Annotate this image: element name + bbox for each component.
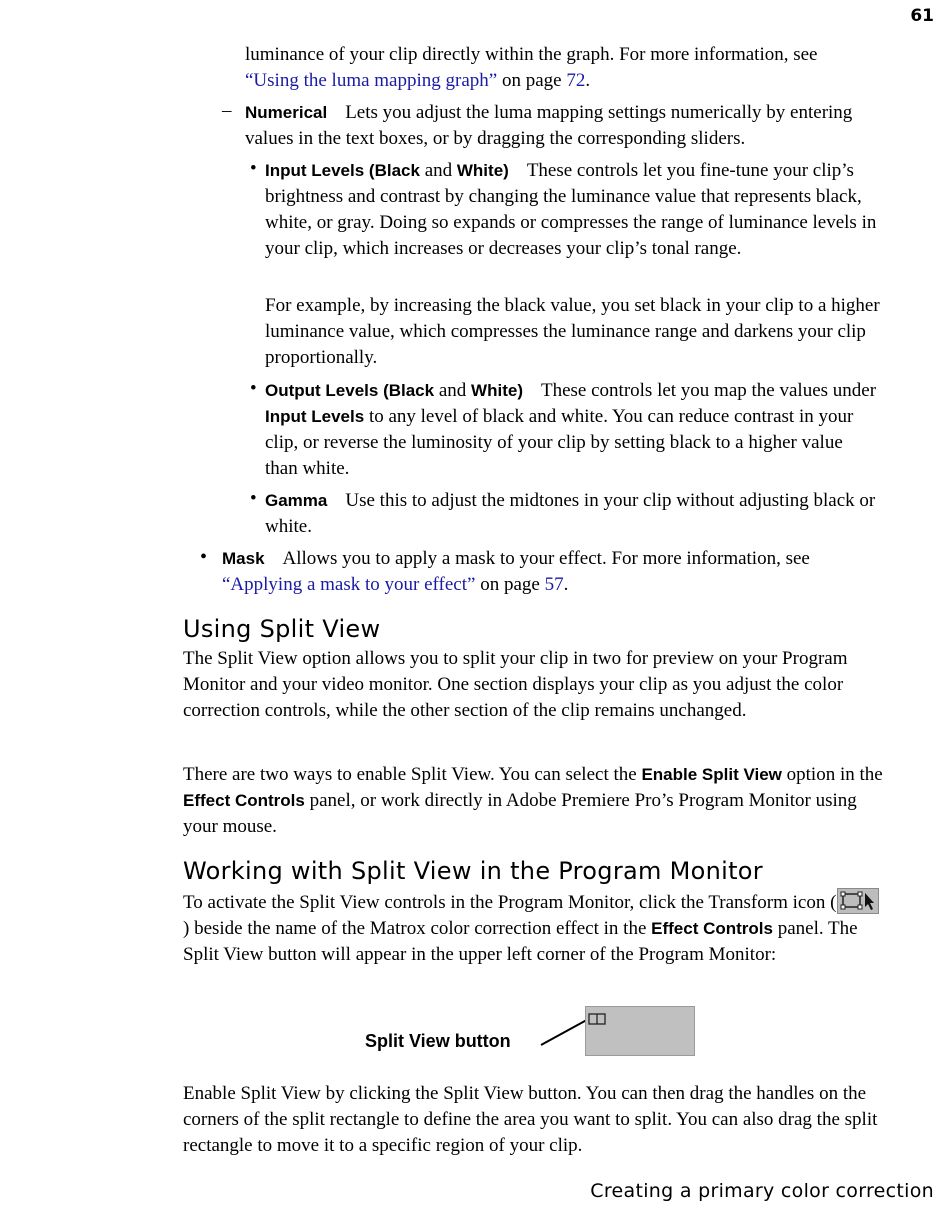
heading-using-split-view: Using Split View [183, 615, 381, 643]
split-view-intro: The Split View option allows you to split your clip in two for preview on your Program Monitor and your video monitor. One section displays your clip as you adjust the color correction controls, while the other section of the clip remains unchanged. [183, 648, 848, 721]
output-levels-item [265, 378, 880, 482]
mask-bullet: • [200, 546, 208, 568]
ways-text-a: There are two ways to enable Split View. You can select the [183, 764, 642, 785]
page-72-link[interactable]: 72 [566, 70, 586, 91]
mask-text: Allows you to apply a mask to your effect. For more information, see [282, 548, 810, 569]
input-levels-example: For example, by increasing the black value, you set black in your clip to a higher luminance value, which compresses the luminance range and darkens your clip proportionally. [265, 295, 880, 368]
mask-mid: on page [475, 574, 545, 595]
output-levels-bullet: • [250, 378, 257, 399]
input-levels-ref: Input Levels [265, 407, 365, 426]
heading-working-split-view: Working with Split View in the Program Monitor [183, 857, 763, 885]
luma-graph-link[interactable]: “Using the luma mapping graph” [245, 70, 498, 91]
mask-link[interactable]: “Applying a mask to your effect” [222, 574, 476, 595]
effect-controls-ref: Effect Controls [183, 791, 305, 810]
output-levels-text-a: These controls let you map the values under [540, 380, 877, 401]
input-levels-and: and [419, 160, 457, 181]
intro-end: . [585, 70, 591, 91]
output-levels-term-black: Output Levels (Black [265, 381, 435, 400]
input-levels-text: These controls let you fine-tune your clip’s brightness and contrast by changing the luminance value that represents black, white, or gray. Doing so expands or compresses the range of luminance levels in your clip, which increases or decreases your clip’s tonal range. [265, 160, 877, 259]
output-levels-term-white: White) [471, 381, 523, 400]
numerical-item [245, 100, 885, 152]
numerical-dash: – [222, 100, 232, 121]
enable-split-view-ref: Enable Split View [641, 765, 782, 784]
output-levels-text-b: to any level of black and white. You can reduce contrast in your clip, or reverse the luminosity of your clip by setting black to a higher value than white. [265, 406, 854, 479]
gamma-item [265, 488, 880, 540]
numerical-text: Lets you adjust the luma mapping settings numerically by entering values in the text boxes, or by dragging the corresponding sliders. [245, 102, 853, 149]
mask-item [222, 546, 882, 598]
page-57-link[interactable]: 57 [544, 574, 564, 595]
numerical-term: Numerical [245, 103, 328, 122]
ways-text-c: option in the [781, 764, 883, 785]
intro-text: luminance of your clip directly within the graph. For more information, see [245, 44, 818, 65]
enable-split-view-paragraph: Enable Split View by clicking the Split View button. You can then drag the handles on the corners of the split rectangle to define the area you want to split. You can also drag the split rectangle to move it to a specific region of your clip. [183, 1083, 878, 1156]
input-levels-item [265, 158, 880, 262]
gamma-term: Gamma [265, 491, 328, 510]
mask-end: . [563, 574, 569, 595]
footer-title: Creating a primary color correction [590, 1180, 934, 1202]
intro-mid: on page [497, 70, 567, 91]
intro-paragraph [245, 42, 895, 94]
mask-term: Mask [222, 549, 265, 568]
gamma-text: Use this to adjust the midtones in your clip without adjusting black or white. [265, 490, 876, 537]
effect-controls-ref-2: Effect Controls [651, 919, 773, 938]
input-levels-term-black: Input Levels (Black [265, 161, 420, 180]
activate-text-c: panel. The Split View button will appear in the upper left corner of the Program Monitor: [183, 918, 858, 965]
split-view-ways [183, 762, 883, 840]
input-levels-bullet: • [250, 158, 257, 179]
split-view-button-label: Split View button [365, 1031, 511, 1051]
transform-icon [837, 888, 879, 914]
activate-paragraph [183, 888, 883, 968]
activate-text-a: To activate the Split View controls in the Program Monitor, click the Transform icon ( [183, 892, 837, 913]
program-monitor-preview [585, 1006, 695, 1056]
page-number: 61 [910, 6, 934, 26]
output-levels-and: and [434, 380, 472, 401]
input-levels-term-white: White) [456, 161, 509, 180]
ways-text-d: panel, or work directly in Adobe Premiere Pro’s Program Monitor using your mouse. [183, 790, 857, 837]
activate-text-b: ) beside the name of the Matrox color correction effect in the [183, 918, 652, 939]
split-view-icon[interactable] [588, 1012, 606, 1024]
gamma-bullet: • [250, 488, 257, 509]
